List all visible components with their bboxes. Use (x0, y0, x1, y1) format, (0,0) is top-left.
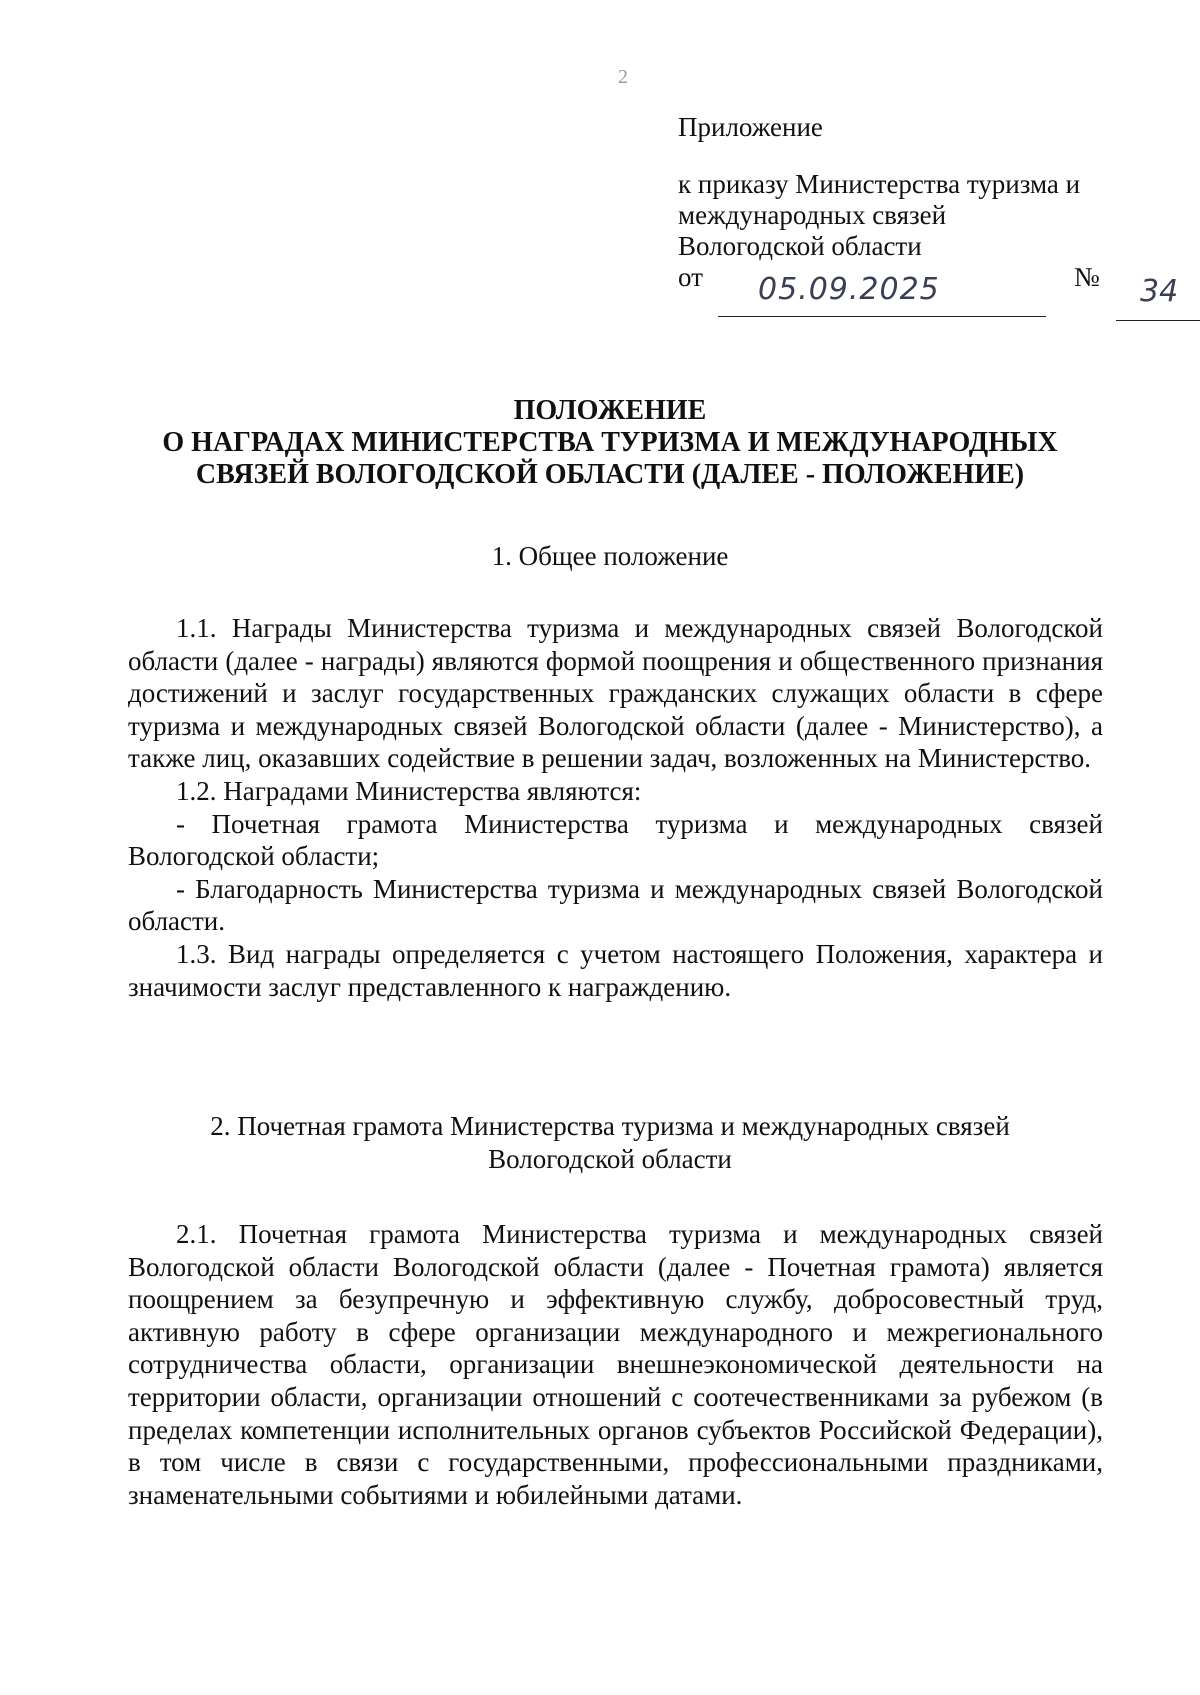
order-date: 05.09.2025 (758, 272, 940, 307)
paragraph-1-3: 1.3. Вид награды определяется с учетом настоящего Положения, характера и значимости заслуг представленного к награждению. (128, 938, 1103, 1002)
from-label: от (678, 262, 703, 292)
paragraph-1-1: 1.1. Награды Министерства туризма и международных связей Вологодской области (далее - награды) являются формой поощрения и общественного признания достижений и заслуг государственных гражданских служащих области в сфере туризма и международных связей Вологодской области (далее - Министерство), а также лиц, оказавших содействие в решении задач, возложенных на Министерство. (128, 613, 1103, 774)
title-line: ПОЛОЖЕНИЕ (513, 395, 707, 426)
number-field (1116, 262, 1200, 321)
page-number: 2 (618, 66, 628, 88)
section-2-heading (120, 1110, 1100, 1176)
appendix-block (678, 112, 1148, 262)
order-date-row (678, 262, 1179, 322)
order-number: 34 (1140, 274, 1179, 309)
list-item-award-2: - Благодарность Министерства туризма и международных связей Вологодской области. (128, 873, 1103, 937)
paragraph-2-1: 2.1. Почетная грамота Министерства туризма и международных связей Вологодской области Вологодской области (далее - Почетная грамота) является поощрением за безупречную и эффективную службу, добросовестный труд, активную работу в сфере организации международного и межрегионального сотрудничества области, организации внешнеэкономической деятельности на территории области, организации отношений с соотечественниками за рубежом (в пределах компетенции исполнительных органов субъектов Российской Федерации), в том числе в связи с государственными, профессиональными праздниками, знаменательными событиями и юбилейными датами. (128, 1219, 1103, 1510)
title-line: О НАГРАДАХ МИНИСТЕРСТВА ТУРИЗМА И МЕЖДУНАРОДНЫХ (162, 427, 1058, 458)
appendix-line: Вологодской области (678, 231, 922, 261)
section-2-body (128, 1218, 1103, 1511)
document-title (120, 395, 1100, 491)
date-field (718, 262, 1046, 317)
list-item-award-1: - Почетная грамота Министерства туризма и международных связей Вологодской области; (128, 808, 1103, 872)
appendix-title: Приложение (678, 112, 823, 142)
section-2-heading-line: Вологодской области (488, 1144, 732, 1174)
section-1-body (128, 612, 1103, 1003)
title-line: СВЯЗЕЙ ВОЛОГОДСКОЙ ОБЛАСТИ (ДАЛЕЕ - ПОЛОЖЕНИЕ) (195, 459, 1025, 490)
appendix-line: к приказу Министерства туризма и (678, 169, 1081, 199)
appendix-line: международных связей (678, 200, 947, 230)
section-2-heading-line: 2. Почетная грамота Министерства туризма и международных связей (210, 1111, 1010, 1141)
paragraph-1-2: 1.2. Наградами Министерства являются: (176, 775, 642, 806)
number-label: № (1074, 262, 1100, 292)
section-1-heading: 1. Общее положение (491, 541, 729, 571)
